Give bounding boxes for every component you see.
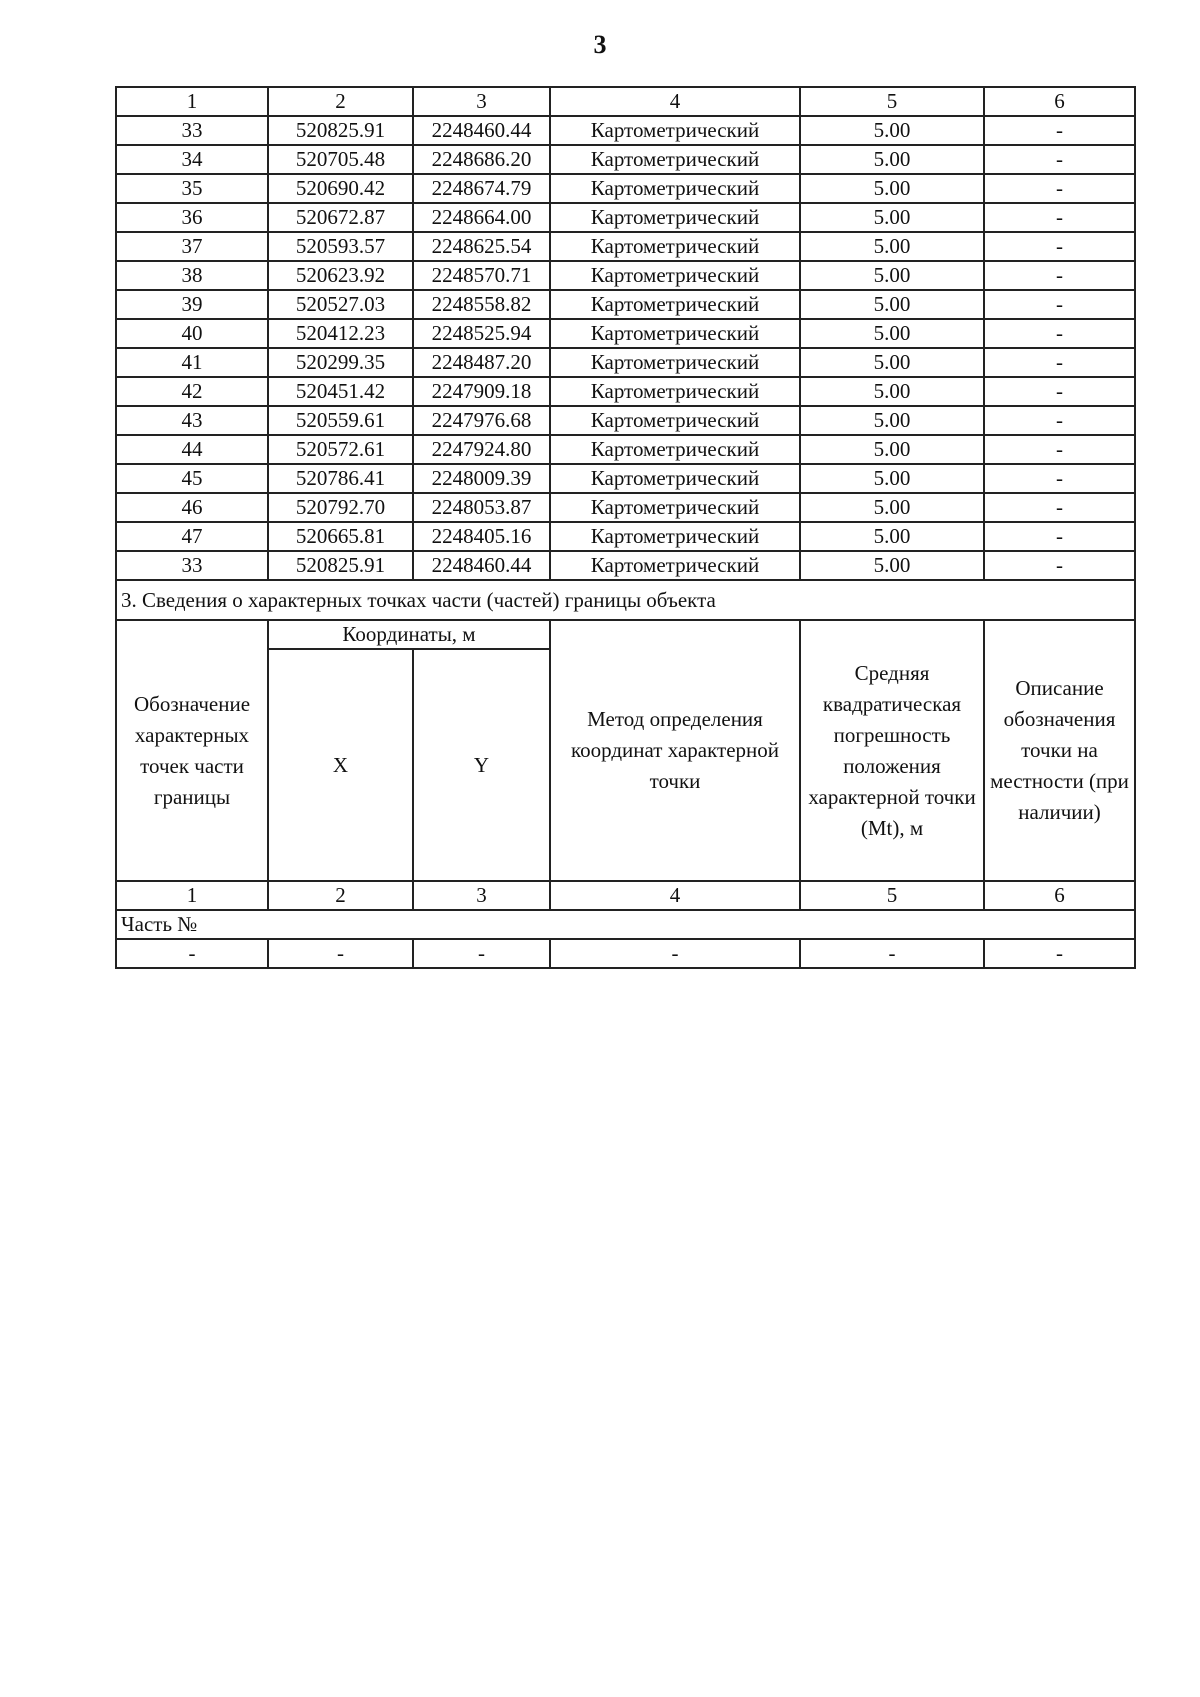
x-coordinate-cell: 520705.48: [268, 145, 413, 174]
point-number-cell: 46: [116, 493, 268, 522]
mt-cell: 5.00: [800, 377, 984, 406]
col-number: 2: [268, 881, 413, 910]
table-row: [116, 493, 1135, 522]
description-cell: -: [984, 551, 1135, 580]
x-coordinate-cell: 520623.92: [268, 261, 413, 290]
x-coordinate-cell: 520559.61: [268, 406, 413, 435]
point-number-cell: 39: [116, 290, 268, 319]
point-number-cell: 45: [116, 464, 268, 493]
x-coordinate-cell: 520690.42: [268, 174, 413, 203]
y-coordinate-cell: 2248053.87: [413, 493, 550, 522]
col-number: 6: [984, 87, 1135, 116]
section-title-row: [116, 580, 1135, 620]
point-number-cell: 34: [116, 145, 268, 174]
col-number: 4: [550, 881, 800, 910]
y-coordinate-cell: 2248487.20: [413, 348, 550, 377]
description-cell: -: [984, 145, 1135, 174]
x-coordinate-cell: 520665.81: [268, 522, 413, 551]
y-coordinate-cell: 2248460.44: [413, 551, 550, 580]
mt-cell: 5.00: [800, 522, 984, 551]
col-number: 5: [800, 881, 984, 910]
x-coordinate-cell: 520786.41: [268, 464, 413, 493]
table-row: [116, 406, 1135, 435]
point-number-cell: 44: [116, 435, 268, 464]
description-cell: -: [984, 174, 1135, 203]
mt-cell: 5.00: [800, 493, 984, 522]
point-number-cell: 33: [116, 116, 268, 145]
mt-cell: 5.00: [800, 319, 984, 348]
mt-cell: 5.00: [800, 116, 984, 145]
method-cell: Картометрический: [550, 377, 800, 406]
y-coordinate-cell: 2248405.16: [413, 522, 550, 551]
page-number: 3: [593, 30, 607, 59]
y-header: Y: [413, 649, 550, 881]
table-row: [116, 116, 1135, 145]
table-row: [116, 435, 1135, 464]
table-row: [116, 348, 1135, 377]
method-cell: Картометрический: [550, 203, 800, 232]
mt-cell: 5.00: [800, 406, 984, 435]
empty-cell: -: [800, 939, 984, 968]
x-coordinate-cell: 520792.70: [268, 493, 413, 522]
method-cell: Картометрический: [550, 551, 800, 580]
mt-cell: 5.00: [800, 551, 984, 580]
y-coordinate-cell: 2248525.94: [413, 319, 550, 348]
point-number-cell: 41: [116, 348, 268, 377]
y-coordinate-cell: 2248460.44: [413, 116, 550, 145]
empty-cell: -: [984, 939, 1135, 968]
section-title: 3. Сведения о характерных точках части (частей) границы объекта: [116, 580, 1135, 620]
empty-row: [116, 939, 1135, 968]
point-number-cell: 47: [116, 522, 268, 551]
header-row: [116, 620, 1135, 649]
description-cell: -: [984, 203, 1135, 232]
empty-cell: -: [550, 939, 800, 968]
col-number: 3: [413, 881, 550, 910]
mt-cell: 5.00: [800, 435, 984, 464]
table-row: [116, 551, 1135, 580]
method-cell: Картометрический: [550, 116, 800, 145]
description-cell: -: [984, 377, 1135, 406]
col-number: 5: [800, 87, 984, 116]
col-number: 2: [268, 87, 413, 116]
description-cell: -: [984, 435, 1135, 464]
mt-cell: 5.00: [800, 145, 984, 174]
description-cell: -: [984, 232, 1135, 261]
table-row: [116, 261, 1135, 290]
description-cell: -: [984, 464, 1135, 493]
table-row: [116, 232, 1135, 261]
col-number: 1: [116, 881, 268, 910]
x-coordinate-cell: 520299.35: [268, 348, 413, 377]
method-cell: Картометрический: [550, 406, 800, 435]
col-number: 4: [550, 87, 800, 116]
description-cell: -: [984, 116, 1135, 145]
method-cell: Картометрический: [550, 145, 800, 174]
table-body: [116, 87, 1135, 580]
boundary-points-table: [115, 86, 1136, 969]
description-cell: -: [984, 406, 1135, 435]
mt-cell: 5.00: [800, 464, 984, 493]
empty-cell: -: [268, 939, 413, 968]
method-cell: Картометрический: [550, 232, 800, 261]
method-cell: Картометрический: [550, 522, 800, 551]
point-number-cell: 40: [116, 319, 268, 348]
y-coordinate-cell: 2247924.80: [413, 435, 550, 464]
y-coordinate-cell: 2248570.71: [413, 261, 550, 290]
method-cell: Картометрический: [550, 435, 800, 464]
y-coordinate-cell: 2248664.00: [413, 203, 550, 232]
point-designation-header: Обозначение характерных точек части границы: [116, 620, 268, 881]
x-coordinate-cell: 520572.61: [268, 435, 413, 464]
point-number-cell: 33: [116, 551, 268, 580]
point-number-cell: 42: [116, 377, 268, 406]
coordinates-header: Координаты, м: [268, 620, 550, 649]
x-coordinate-cell: 520412.23: [268, 319, 413, 348]
method-cell: Картометрический: [550, 464, 800, 493]
y-coordinate-cell: 2248674.79: [413, 174, 550, 203]
table-row: [116, 464, 1135, 493]
y-coordinate-cell: 2248009.39: [413, 464, 550, 493]
table-row: [116, 377, 1135, 406]
empty-cell: -: [116, 939, 268, 968]
method-cell: Картометрический: [550, 261, 800, 290]
mt-cell: 5.00: [800, 348, 984, 377]
mt-cell: 5.00: [800, 290, 984, 319]
mt-cell: 5.00: [800, 203, 984, 232]
description-cell: -: [984, 348, 1135, 377]
method-cell: Картометрический: [550, 290, 800, 319]
mt-cell: 5.00: [800, 174, 984, 203]
col-number: 6: [984, 881, 1135, 910]
point-number-cell: 35: [116, 174, 268, 203]
table-row: [116, 290, 1135, 319]
y-coordinate-cell: 2247976.68: [413, 406, 550, 435]
method-cell: Картометрический: [550, 174, 800, 203]
description-header: Описание обозначения точки на местности (при наличии): [984, 620, 1135, 881]
method-cell: Картометрический: [550, 319, 800, 348]
table-row: [116, 522, 1135, 551]
x-header: X: [268, 649, 413, 881]
table-row: [116, 174, 1135, 203]
point-number-cell: 37: [116, 232, 268, 261]
description-cell: -: [984, 261, 1135, 290]
x-coordinate-cell: 520825.91: [268, 116, 413, 145]
x-coordinate-cell: 520593.57: [268, 232, 413, 261]
mt-cell: 5.00: [800, 232, 984, 261]
col-number: 1: [116, 87, 268, 116]
point-number-cell: 43: [116, 406, 268, 435]
mt-cell: 5.00: [800, 261, 984, 290]
y-coordinate-cell: 2248686.20: [413, 145, 550, 174]
method-cell: Картометрический: [550, 493, 800, 522]
part-label: Часть №: [116, 910, 1135, 939]
mt-header: Средняя квадратическая погрешность положения характерной точки (Mt), м: [800, 620, 984, 881]
point-number-cell: 36: [116, 203, 268, 232]
table-row: [116, 145, 1135, 174]
part-row: [116, 910, 1135, 939]
x-coordinate-cell: 520672.87: [268, 203, 413, 232]
description-cell: -: [984, 522, 1135, 551]
description-cell: -: [984, 493, 1135, 522]
table-row: [116, 203, 1135, 232]
y-coordinate-cell: 2248558.82: [413, 290, 550, 319]
section3-body: [116, 580, 1135, 968]
description-cell: -: [984, 290, 1135, 319]
y-coordinate-cell: 2247909.18: [413, 377, 550, 406]
column-number-row: [116, 87, 1135, 116]
col-number: 3: [413, 87, 550, 116]
table-row: [116, 319, 1135, 348]
point-number-cell: 38: [116, 261, 268, 290]
x-coordinate-cell: 520825.91: [268, 551, 413, 580]
x-coordinate-cell: 520451.42: [268, 377, 413, 406]
description-cell: -: [984, 319, 1135, 348]
method-cell: Картометрический: [550, 348, 800, 377]
method-header: Метод определения координат характерной точки: [550, 620, 800, 881]
y-coordinate-cell: 2248625.54: [413, 232, 550, 261]
section3-column-number-row: [116, 881, 1135, 910]
x-coordinate-cell: 520527.03: [268, 290, 413, 319]
empty-cell: -: [413, 939, 550, 968]
